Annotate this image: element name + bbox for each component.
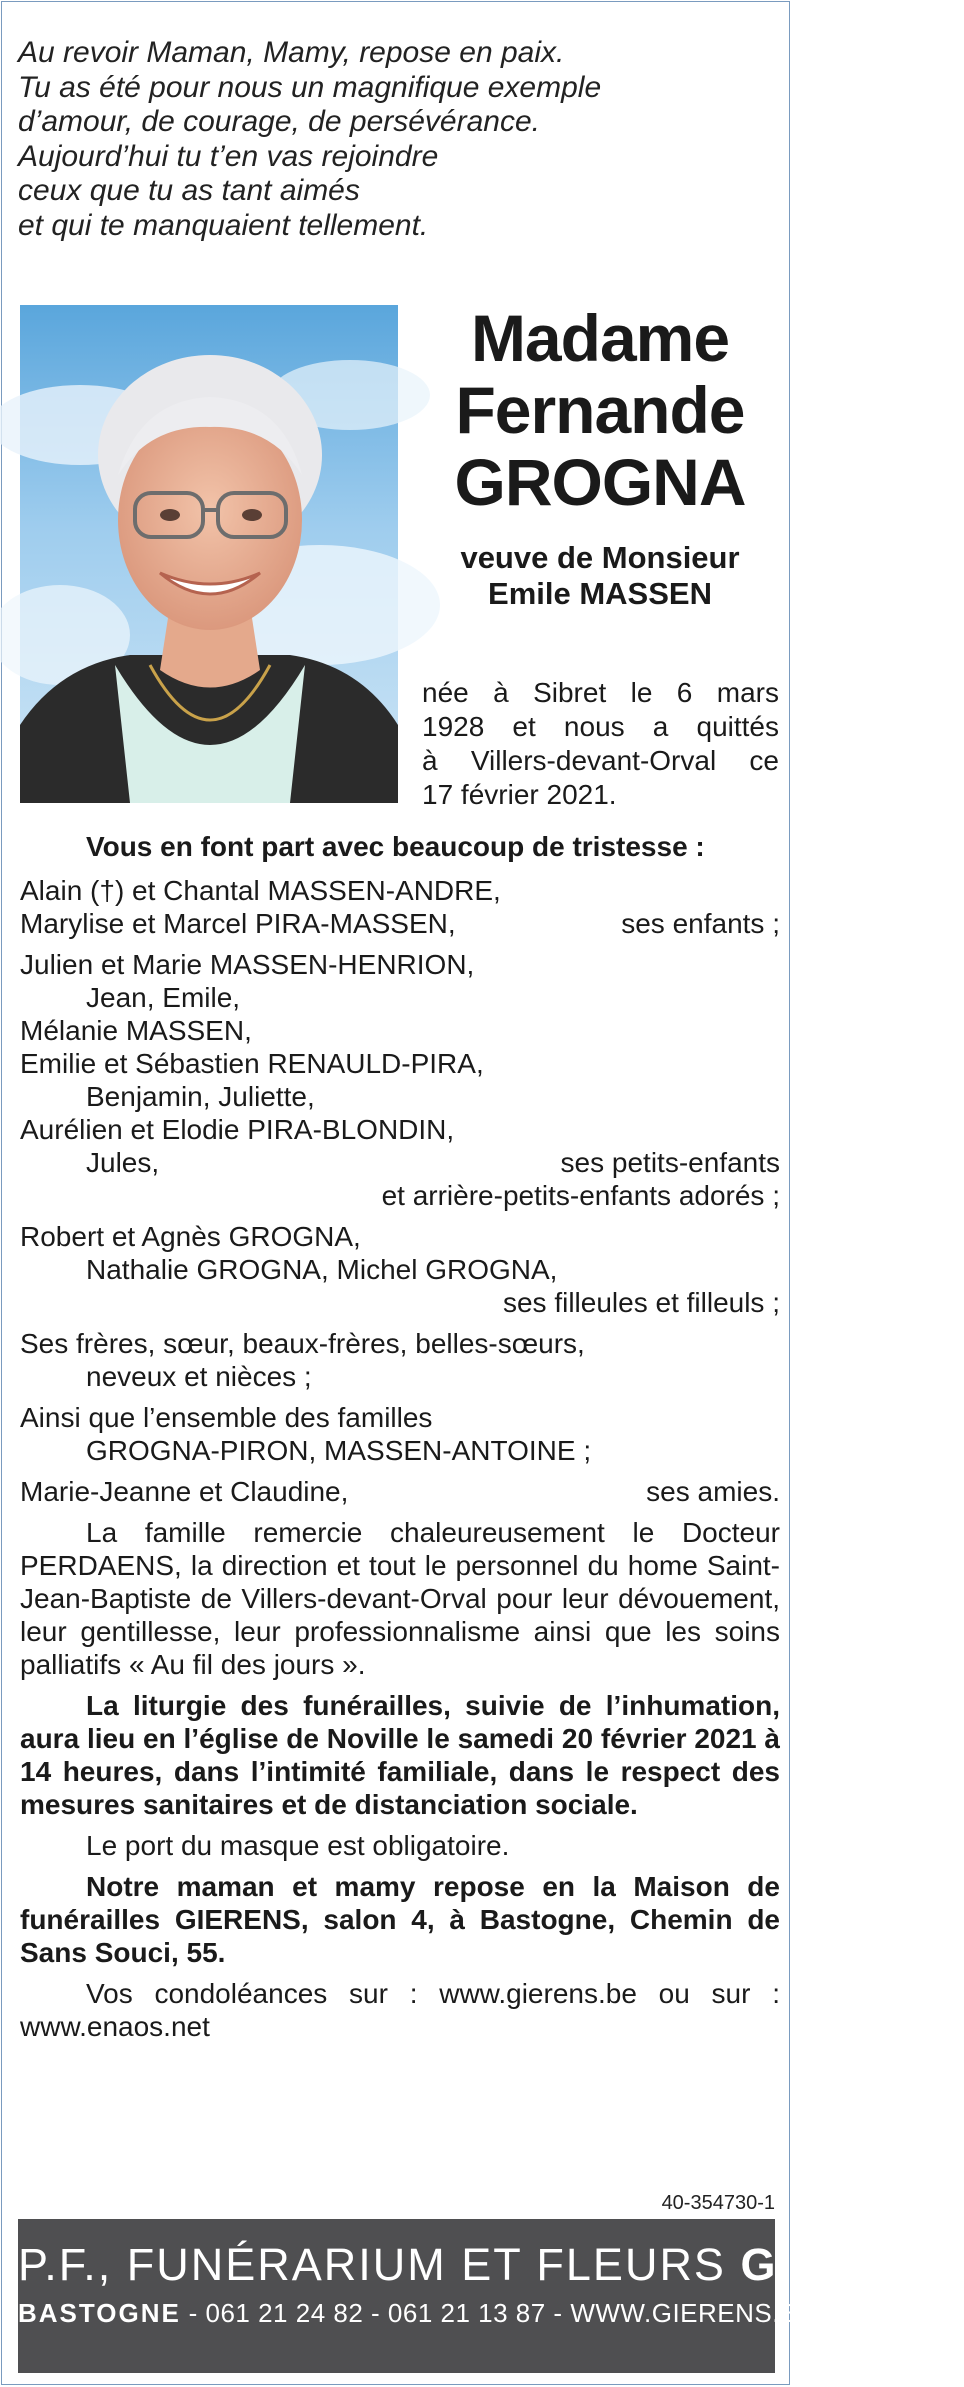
banner-line-1 — [18, 2239, 964, 2291]
mask-notice: Le port du masque est obligatoire. — [86, 1830, 510, 1861]
family-row — [20, 1360, 780, 1393]
family-text: Marie-Jeanne et Claudine, — [20, 1476, 349, 1507]
family-text: Marylise et Marcel PIRA-MASSEN, — [20, 908, 456, 939]
banner-contacts: - 061 21 24 82 - 061 21 13 87 - WWW.GIERENS.BE — [180, 2298, 816, 2328]
family-row — [20, 1146, 780, 1179]
thanks-paragraph: La famille remercie chaleureusement le Docteur PERDAENS, la direction et tout le personnel du home Saint-Jean-Baptiste de Villers-devant-Orval pour leur dévouement, leur gentillesse, leur professionnalisme ainsi que les soins palliatifs « Au fil des jours ». — [20, 1517, 780, 1680]
family-row — [20, 1179, 780, 1212]
family-row — [20, 1113, 780, 1146]
widow-line: veuve de Monsieur — [460, 540, 740, 575]
family-row — [20, 1401, 780, 1434]
family-row — [20, 948, 780, 981]
family-row — [20, 1475, 780, 1508]
family-row — [20, 1286, 780, 1319]
poem-line: et qui te manquaient tellement. — [18, 208, 429, 242]
poem-line: Tu as été pour nous un magnifique exemple — [18, 70, 602, 104]
family-row — [20, 1047, 780, 1080]
family-text: Ses frères, sœur, beaux-frères, belles-sœurs, — [20, 1328, 585, 1359]
birth-line: 1928 et nous a quittés — [422, 711, 779, 742]
family-row — [20, 981, 780, 1014]
poem-line: d’amour, de courage, de persévérance. — [18, 105, 540, 138]
family-text: Aurélien et Elodie PIRA-BLONDIN, — [20, 1114, 455, 1145]
banner-brand: GIERENS — [740, 2239, 964, 2290]
announcement-heading: Vous en font part avec beaucoup de tristesse : — [86, 831, 705, 862]
family-text: Alain (†) et Chantal MASSEN-ANDRE, — [20, 875, 501, 906]
condolences-paragraph: Vos condoléances sur : www.gierens.be ou sur : www.enaos.net — [20, 1978, 780, 2042]
family-row — [20, 1327, 780, 1360]
family-text: Robert et Agnès GROGNA, — [20, 1221, 361, 1252]
banner-prefix: P.F., FUNÉRARIUM ET FLEURS — [18, 2239, 726, 2290]
family-text: Jean, Emile, — [86, 982, 241, 1013]
name-last: GROGNA — [454, 445, 746, 519]
birth-line: 17 février 2021. — [422, 779, 617, 810]
poem-line: ceux que tu as tant aimés — [18, 174, 360, 207]
family-row — [20, 1434, 780, 1467]
family-text: GROGNA-PIRON, MASSEN-ANTOINE ; — [86, 1435, 592, 1466]
birth-line: née à Sibret le 6 mars — [422, 677, 779, 708]
portrait-photo — [20, 305, 398, 803]
family-text: Benjamin, Juliette, — [86, 1081, 315, 1112]
rest-paragraph: Notre maman et mamy repose en la Maison de funérailles GIERENS, salon 4, à Bastogne, Chemin de Sans Souci, 55. — [20, 1871, 780, 1968]
family-row — [20, 1080, 780, 1113]
birth-line: à Villers-devant-Orval ce — [422, 745, 779, 776]
relation-label: ses filleules et filleuls ; — [502, 1287, 780, 1318]
family-text: Emilie et Sébastien RENAULD-PIRA, — [20, 1048, 484, 1079]
family-text: Ainsi que l’ensemble des familles — [20, 1402, 433, 1433]
funeral-paragraph: La liturgie des funérailles, suivie de l’inhumation, aura lieu en l’église de Noville le samedi 20 février 2021 à 14 heures, dans l’intimité familiale, dans le respect des mesures sanitaires et de distanciation sociale. — [20, 1690, 780, 1820]
notice-body — [20, 830, 780, 2043]
family-row — [20, 1014, 780, 1047]
relation-label: ses enfants ; — [621, 908, 780, 939]
relation-label: et arrière-petits-enfants adorés ; — [381, 1180, 780, 1211]
widow-of — [420, 540, 780, 612]
name-first: Fernande — [455, 373, 745, 447]
family-row — [20, 907, 780, 940]
obituary-notice — [1, 1, 964, 2385]
relation-label: ses petits-enfants — [560, 1147, 780, 1178]
portrait-illustration — [20, 305, 398, 803]
family-text: Mélanie MASSEN, — [20, 1015, 252, 1046]
birth-death-details — [422, 676, 779, 812]
name-title: Madame — [470, 301, 730, 375]
family-text: Julien et Marie MASSEN-HENRION, — [20, 949, 475, 980]
reference-number: 40-354730-1 — [661, 2192, 775, 2214]
family-row — [20, 1220, 780, 1253]
poem — [18, 36, 778, 243]
widow-line: Emile MASSEN — [488, 576, 712, 611]
family-text: neveux et nièces ; — [86, 1361, 312, 1392]
family-row — [20, 874, 780, 907]
family-row — [20, 1253, 780, 1286]
family-text: Jules, — [86, 1147, 160, 1178]
relation-label: ses amies. — [646, 1476, 780, 1507]
family-text: Nathalie GROGNA, Michel GROGNA, — [86, 1254, 558, 1285]
banner-city: BASTOGNE — [18, 2298, 181, 2328]
funeral-home-banner — [18, 2219, 964, 2373]
poem-line: Au revoir Maman, Mamy, repose en paix. — [18, 36, 565, 69]
banner-line-2 — [18, 2297, 816, 2329]
deceased-name — [420, 302, 780, 612]
poem-line: Aujourd’hui tu t’en vas rejoindre — [18, 139, 439, 173]
